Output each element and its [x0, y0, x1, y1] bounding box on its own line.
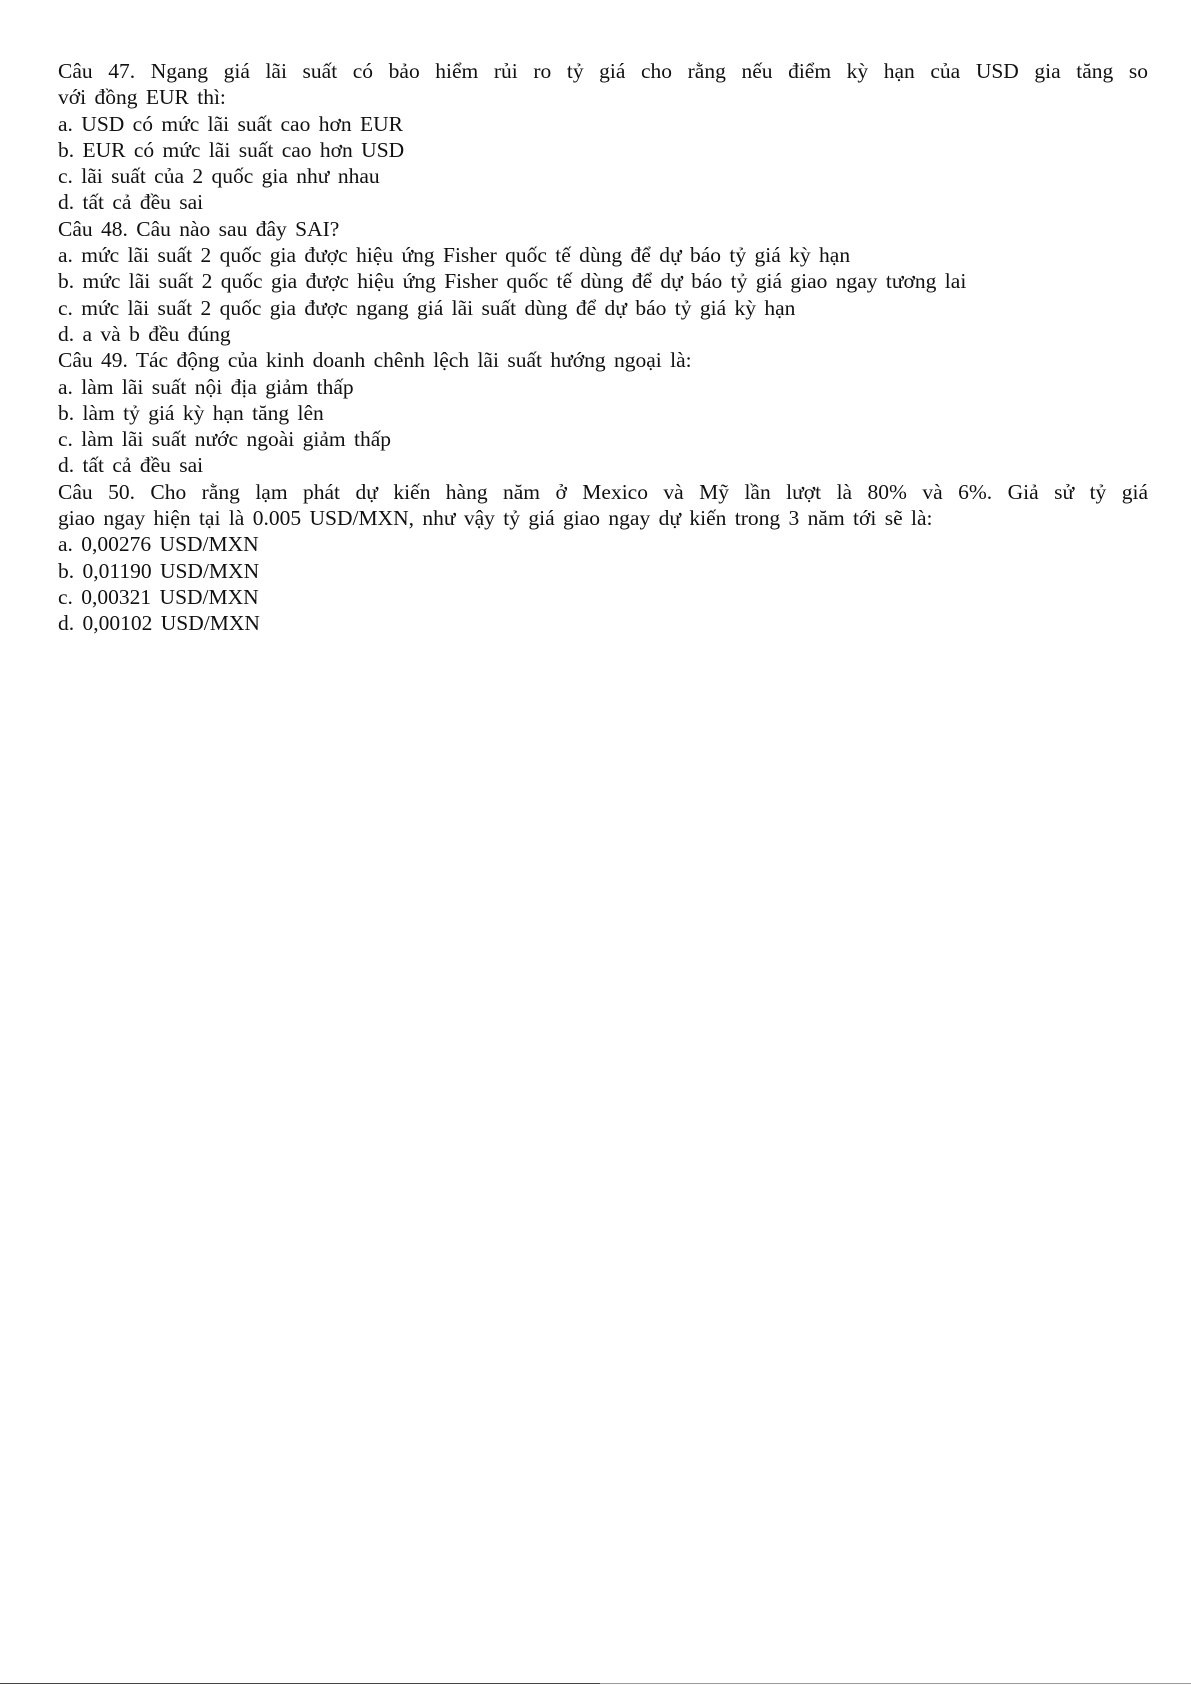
question-48 — [58, 216, 1148, 347]
question-stem: Câu 48. Câu nào sau đây SAI? — [58, 216, 340, 241]
answer-option-b: b. EUR có mức lãi suất cao hơn USD — [58, 137, 405, 162]
page-bottom-divider-thin — [600, 1683, 1191, 1684]
answer-option-a: a. mức lãi suất 2 quốc gia được hiệu ứng Fisher quốc tế dùng để dự báo tỷ giá kỳ hạn — [58, 243, 851, 268]
document-page — [58, 58, 1148, 637]
answer-option-b: b. 0,01190 USD/MXN — [58, 558, 260, 583]
answer-option-c: c. lãi suất của 2 quốc gia như nhau — [58, 164, 380, 189]
answer-option-d: d. tất cả đều sai — [58, 190, 204, 215]
answer-option-a: a. làm lãi suất nội địa giảm thấp — [58, 374, 354, 399]
question-stem-continuation: giao ngay hiện tại là 0.005 USD/MXN, như vậy tỷ giá giao ngay dự kiến trong 3 năm tới sẽ là: — [58, 506, 933, 531]
question-stem-continuation: với đồng EUR thì: — [58, 85, 226, 110]
question-stem: Câu 47. Ngang giá lãi suất có bảo hiểm rủi ro tỷ giá cho rằng nếu điểm kỳ hạn của USD gia tăng so — [58, 59, 1148, 83]
question-50 — [58, 479, 1148, 637]
answer-option-b: b. làm tỷ giá kỳ hạn tăng lên — [58, 400, 324, 425]
answer-option-d: d. 0,00102 USD/MXN — [58, 611, 260, 636]
answer-option-c: c. làm lãi suất nước ngoài giảm thấp — [58, 427, 391, 452]
question-stem: Câu 49. Tác động của kinh doanh chênh lệch lãi suất hướng ngoại là: — [58, 348, 692, 373]
page-bottom-divider — [0, 1683, 600, 1684]
answer-option-c: c. mức lãi suất 2 quốc gia được ngang giá lãi suất dùng để dự báo tỷ giá kỳ hạn — [58, 295, 796, 320]
question-49 — [58, 347, 1148, 478]
answer-option-a: a. USD có mức lãi suất cao hơn EUR — [58, 111, 403, 136]
answer-option-a: a. 0,00276 USD/MXN — [58, 532, 259, 557]
answer-option-d: d. a và b đều đúng — [58, 321, 231, 346]
answer-option-c: c. 0,00321 USD/MXN — [58, 584, 259, 609]
question-stem: Câu 50. Cho rằng lạm phát dự kiến hàng năm ở Mexico và Mỹ lần lượt là 80% và 6%. Giả sử tỷ giá — [58, 479, 1148, 504]
answer-option-b: b. mức lãi suất 2 quốc gia được hiệu ứng Fisher quốc tế dùng để dự báo tỷ giá giao ngay tương lai — [58, 269, 967, 294]
question-47 — [58, 58, 1148, 216]
answer-option-d: d. tất cả đều sai — [58, 453, 204, 478]
